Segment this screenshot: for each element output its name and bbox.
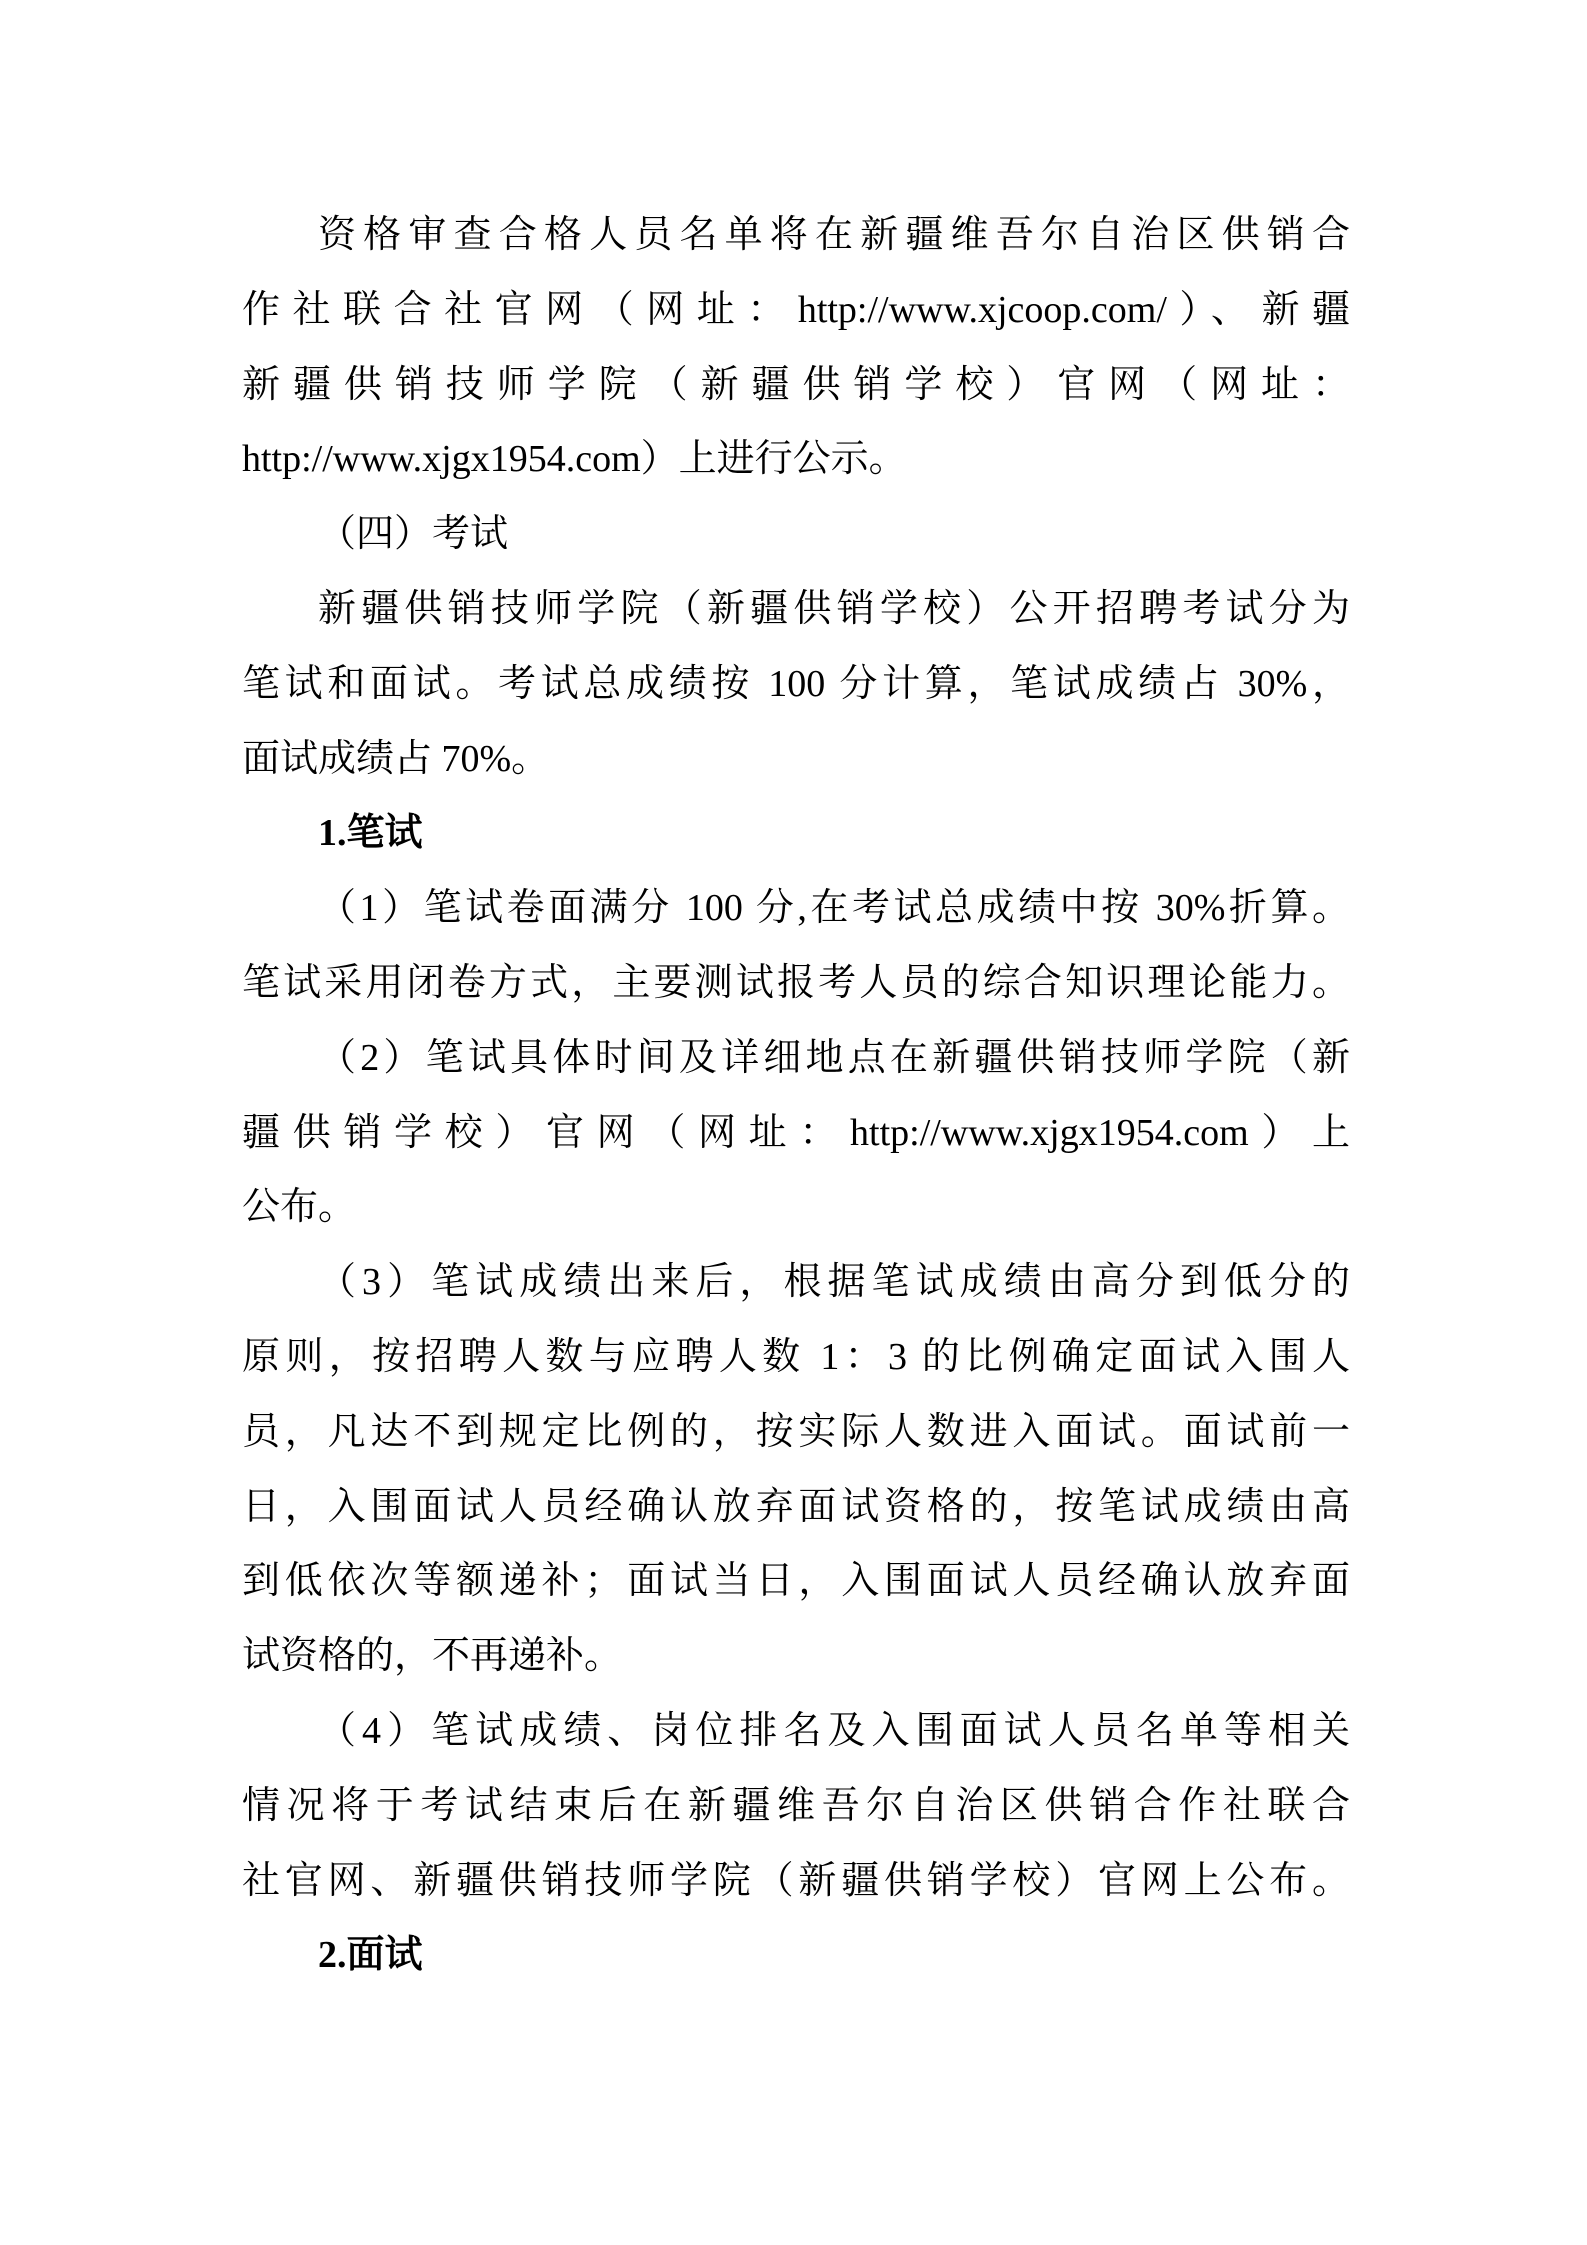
paragraph-line: 笔试采用闭卷方式，主要测试报考人员的综合知识理论能力。 bbox=[242, 961, 1350, 1004]
paragraph-line: 笔试和面试。考试总成绩按 100 分计算，笔试成绩占 30%， bbox=[242, 662, 1350, 705]
paragraph-line: 日，入围面试人员经确认放弃面试资格的，按笔试成绩由高 bbox=[242, 1485, 1350, 1528]
paragraph-line: 社官网、新疆供销技师学院（新疆供销学校）官网上公布。 bbox=[242, 1859, 1350, 1902]
paragraph-line: （4）笔试成绩、岗位排名及入围面试人员名单等相关 bbox=[318, 1709, 1350, 1752]
paragraph-line: 试资格的，不再递补。 bbox=[242, 1635, 623, 1678]
paragraph-line: 原则，按招聘人数与应聘人数 1：3 的比例确定面试入围人 bbox=[242, 1335, 1350, 1378]
paragraph-line: 新疆供销技师学院（新疆供销学校）公开招聘考试分为 bbox=[318, 587, 1350, 630]
document-body bbox=[242, 198, 1350, 1993]
paragraph-line: 公布。 bbox=[242, 1186, 357, 1229]
subsection-heading-written-test: 1.笔试 bbox=[318, 812, 423, 855]
paragraph-line: （1）笔试卷面满分 100 分,在考试总成绩中按 30%折算。 bbox=[318, 887, 1350, 930]
paragraph-line: 到低依次等额递补；面试当日，入围面试人员经确认放弃面 bbox=[242, 1560, 1350, 1603]
paragraph-line: 新疆供销技师学院（新疆供销学校）官网（网址： bbox=[242, 363, 1350, 406]
paragraph-line: 面试成绩占 70%。 bbox=[242, 737, 550, 780]
paragraph-line: 资格审查合格人员名单将在新疆维吾尔自治区供销合 bbox=[318, 214, 1350, 256]
section-heading-exam: （四）考试 bbox=[318, 513, 509, 556]
paragraph-line: （2）笔试具体时间及详细地点在新疆供销技师学院（新 bbox=[318, 1036, 1350, 1079]
paragraph-line: 情况将于考试结束后在新疆维吾尔自治区供销合作社联合 bbox=[242, 1784, 1350, 1827]
subsection-heading-interview: 2.面试 bbox=[318, 1934, 423, 1977]
paragraph-line: （3）笔试成绩出来后，根据笔试成绩由高分到低分的 bbox=[318, 1261, 1350, 1304]
paragraph-line: 作社联合社官网（网址：http://www.xjcoop.com/）、新疆 bbox=[242, 288, 1350, 331]
paragraph-line: 疆供销学校）官网（网址：http://www.xjgx1954.com）上 bbox=[242, 1111, 1350, 1154]
paragraph-line: http://www.xjgx1954.com）上进行公示。 bbox=[242, 438, 907, 481]
paragraph-line: 员，凡达不到规定比例的，按实际人数进入面试。面试前一 bbox=[242, 1410, 1350, 1453]
